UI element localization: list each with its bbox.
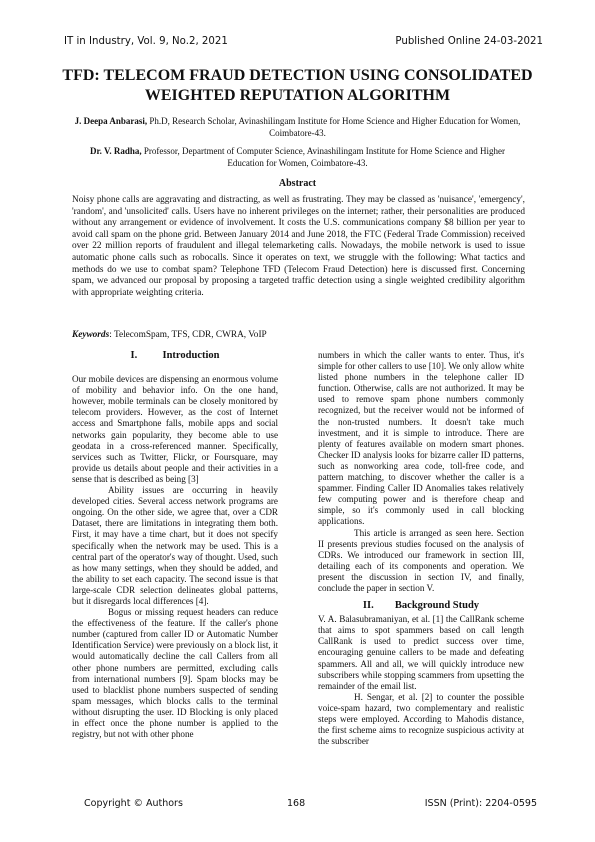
intro-paragraph-2: Ability issues are occurring in heavily developed cities. Several access network programs are ongoing. On the other side, we agree that, over a CDR Dataset, there are limitations in integrating them both. First, it may have a time chart, but it does not specify specifically when the network may be used. This is a central part of the operator's way of thought. Used, such as how many settings, when they should be added, and the ability to set each capacity. The second issue is that large-scale CDR selection delineates global patterns, but it disregards local differences [4]. xyxy=(72,485,278,606)
background-paragraph-1: V. A. Balasubramaniyan, et al. [1] the CallRank scheme that aims to spot spammers based on call length CallRank is used to predict success over time, encouraging genuine callers to be made and defeating spammers. All and all, we will quickly introduce new subscribers while stopping scammers from upsetting the remainder of the email list. xyxy=(318,614,524,691)
section-title: Introduction xyxy=(162,350,220,361)
abstract-heading: Abstract xyxy=(278,178,317,189)
intro-paragraph-5: This article is arranged as seen here. Section II presents previous studies focused on the analysis of CDRs. We introduced our framework in section III, detailing each of its components and operation. We present the discussion in section IV, and finally, conclude the paper in section V. xyxy=(318,527,524,593)
section-heading-background xyxy=(318,600,524,611)
author-1-name: J. Deepa Anbarasi, xyxy=(74,116,148,126)
keywords-list: : TelecomSpam, TFS, CDR, CWRA, VoIP xyxy=(109,330,267,340)
author-2-affiliation: Professor, Department of Computer Science, Avinashilingam Institute for Home Science and Higher Education for Women, Coimbatore-43. xyxy=(141,146,505,168)
section-number: I. xyxy=(130,350,138,361)
page-number: 168 xyxy=(287,798,306,809)
right-column xyxy=(318,350,524,747)
paper-title: TFD: TELECOM FRAUD DETECTION USING CONSOLIDATED WEIGHTED REPUTATION ALGORITHM xyxy=(62,67,533,104)
keywords xyxy=(72,330,525,340)
footer-issn: ISSN (Print): 2204-0595 xyxy=(424,798,537,809)
section-number: II. xyxy=(362,600,374,612)
author-2 xyxy=(74,146,521,169)
intro-paragraph-1: Our mobile devices are dispensing an enormous volume of mobility and behavior info. On the one hand, however, mobile terminals can be closely monitored by telecom providers. However, as the cost of Internet access and Smartphone falls, mobile apps and social networks gain popularity, they become able to use geodata in a cross-referenced manner. Specifically, services such as Twitter, Flickr, or Foursquare, may provide us details about people and their activities in a sense that is described as being [3] xyxy=(72,374,278,484)
author-1 xyxy=(74,116,521,139)
author-2-name: Dr. V. Radha, xyxy=(90,146,142,156)
abstract-text: Noisy phone calls are aggravating and distracting, as well as frustrating. They may be classed as 'nuisance', 'emergency', 'random', and 'unsolicited' calls. Users have no inherent privileges on the internet; rather, their personalities are produced without any arrangement or evidence of involvement. It costs the U.S. communications company $8 billion per year to avoid call spam on the phone grid. Between January 2014 and June 2018, the FTC (Federal Trade Commission) received over 22 million reports of fraudulent and illegal telemarketing calls. Nowadays, the mobile network is used to issue automatic phone calls such as robocalls. Since it operates on text, we struggle with the following: What tactics and methods do we use to combat spam? Telephone TFD (Telecom Fraud Detection) here is discussed first. Concerning spam, we advanced our proposal by proposing a targeted traffic detection using a single weighted credibility algorithm with appropriate weighting criteria. xyxy=(72,195,525,298)
published-date: Published Online 24-03-2021 xyxy=(395,36,543,47)
journal-header: IT in Industry, Vol. 9, No.2, 2021 xyxy=(64,36,228,47)
background-paragraph-2: H. Sengar, et al. [2] to counter the possible voice-spam hazard, two complementary and realistic steps were employed. According to Mahodis distance, the first scheme aims to recognize suspicious activity at the subscriber xyxy=(318,691,524,747)
section-heading-introduction xyxy=(72,350,278,361)
author-1-affiliation: Ph.D, Research Scholar, Avinashilingam Institute for Home Science and Higher Education for Women, Coimbatore-43. xyxy=(147,116,521,138)
section-title: Background Study xyxy=(394,600,480,612)
intro-paragraph-3: Bogus or missing request headers can reduce the effectiveness of the feature. If the caller's phone number (captured from caller ID or Automatic Number Identification Service) were previously on a block list, it would automatically decline the call Callers from all other phone numbers are permitted, excluding calls from international numbers [9]. Spam blocks may be used to blacklist phone numbers suspected of sending spam messages, which blocks calls to the terminal without disrupting the user. ID Blocking is only placed in effect once the phone number is applied to the registry, but not with other phone xyxy=(72,607,279,740)
footer-copyright: Copyright © Authors xyxy=(84,798,183,809)
intro-paragraph-4: numbers in which the caller wants to enter. Thus, it's simple for other callers to use [10]. We only allow white listed phone numbers in the telephone caller ID function. Otherwise, calls are not authorized. It may be used to remove spam phone numbers commonly recognized, but the receiver would not be informed of the non-trusted numbers. It doesn't take much investment, and it is simple to introduce. There are plenty of features available on modern smart phones. Checker ID analysis looks for bizarre caller ID patterns, such as nonworking area code, toll-free code, and pattern matching, to discover whether the caller is a spammer. Finding Caller ID Anomalies takes relatively few computing power and is therefore cheap and simple, so it's commonly used in call blocking applications. xyxy=(318,350,524,527)
left-column xyxy=(72,347,278,740)
keywords-label: Keywords xyxy=(72,330,110,340)
